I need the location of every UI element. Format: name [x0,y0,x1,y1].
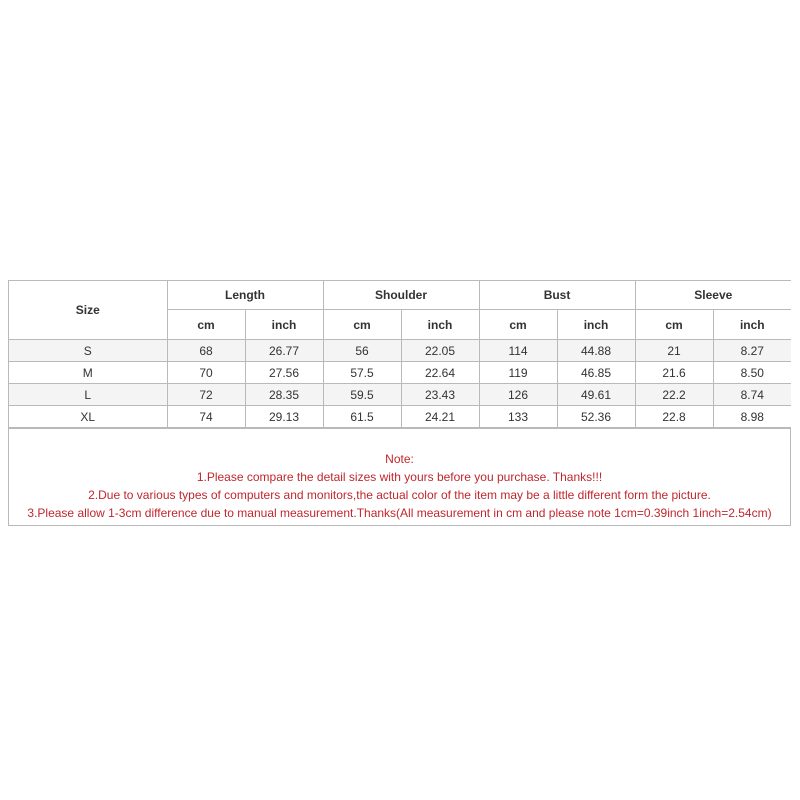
unit-header: inch [401,310,479,340]
table-row [9,340,791,362]
table-cell: 46.85 [557,362,635,384]
table-cell: 49.61 [557,384,635,406]
size-cell: XL [9,406,167,428]
note-line: 3.Please allow 1-3cm difference due to manual measurement.Thanks(All measurement in cm and please note 1cm=0.39inch 1inch=2.54cm) [27,506,772,520]
table-cell: 74 [167,406,245,428]
table-cell: 126 [479,384,557,406]
table-cell: 22.2 [635,384,713,406]
table-cell: 8.74 [713,384,791,406]
length-header: Length [167,281,323,310]
note-line: 1.Please compare the detail sizes with yours before you purchase. Thanks!!! [196,470,603,484]
table-cell: 70 [167,362,245,384]
size-table [9,281,791,428]
table-row [9,384,791,406]
size-chart [8,280,791,526]
table-cell: 52.36 [557,406,635,428]
table-cell: 119 [479,362,557,384]
unit-header: inch [245,310,323,340]
table-cell: 26.77 [245,340,323,362]
table-cell: 56 [323,340,401,362]
notes-title: Note: [385,452,414,466]
unit-header: cm [479,310,557,340]
table-row [9,406,791,428]
table-cell: 29.13 [245,406,323,428]
table-cell: 24.21 [401,406,479,428]
size-cell: S [9,340,167,362]
table-cell: 114 [479,340,557,362]
table-row [9,362,791,384]
notes-section [9,428,790,525]
unit-header: cm [167,310,245,340]
table-cell: 22.64 [401,362,479,384]
table-cell: 44.88 [557,340,635,362]
table-cell: 68 [167,340,245,362]
size-header: Size [9,281,167,340]
bust-header: Bust [479,281,635,310]
table-cell: 57.5 [323,362,401,384]
unit-header: cm [635,310,713,340]
table-cell: 21 [635,340,713,362]
unit-header: cm [323,310,401,340]
size-cell: L [9,384,167,406]
table-cell: 21.6 [635,362,713,384]
shoulder-header: Shoulder [323,281,479,310]
table-cell: 22.8 [635,406,713,428]
table-cell: 27.56 [245,362,323,384]
table-cell: 72 [167,384,245,406]
table-cell: 133 [479,406,557,428]
sleeve-header: Sleeve [635,281,791,310]
table-cell: 23.43 [401,384,479,406]
unit-header: inch [713,310,791,340]
table-cell: 8.98 [713,406,791,428]
table-cell: 59.5 [323,384,401,406]
table-cell: 8.27 [713,340,791,362]
table-cell: 22.05 [401,340,479,362]
unit-header: inch [557,310,635,340]
size-cell: M [9,362,167,384]
table-cell: 28.35 [245,384,323,406]
note-line: 2.Due to various types of computers and monitors,the actual color of the item may be a little different form the picture. [88,488,711,502]
table-cell: 8.50 [713,362,791,384]
table-cell: 61.5 [323,406,401,428]
